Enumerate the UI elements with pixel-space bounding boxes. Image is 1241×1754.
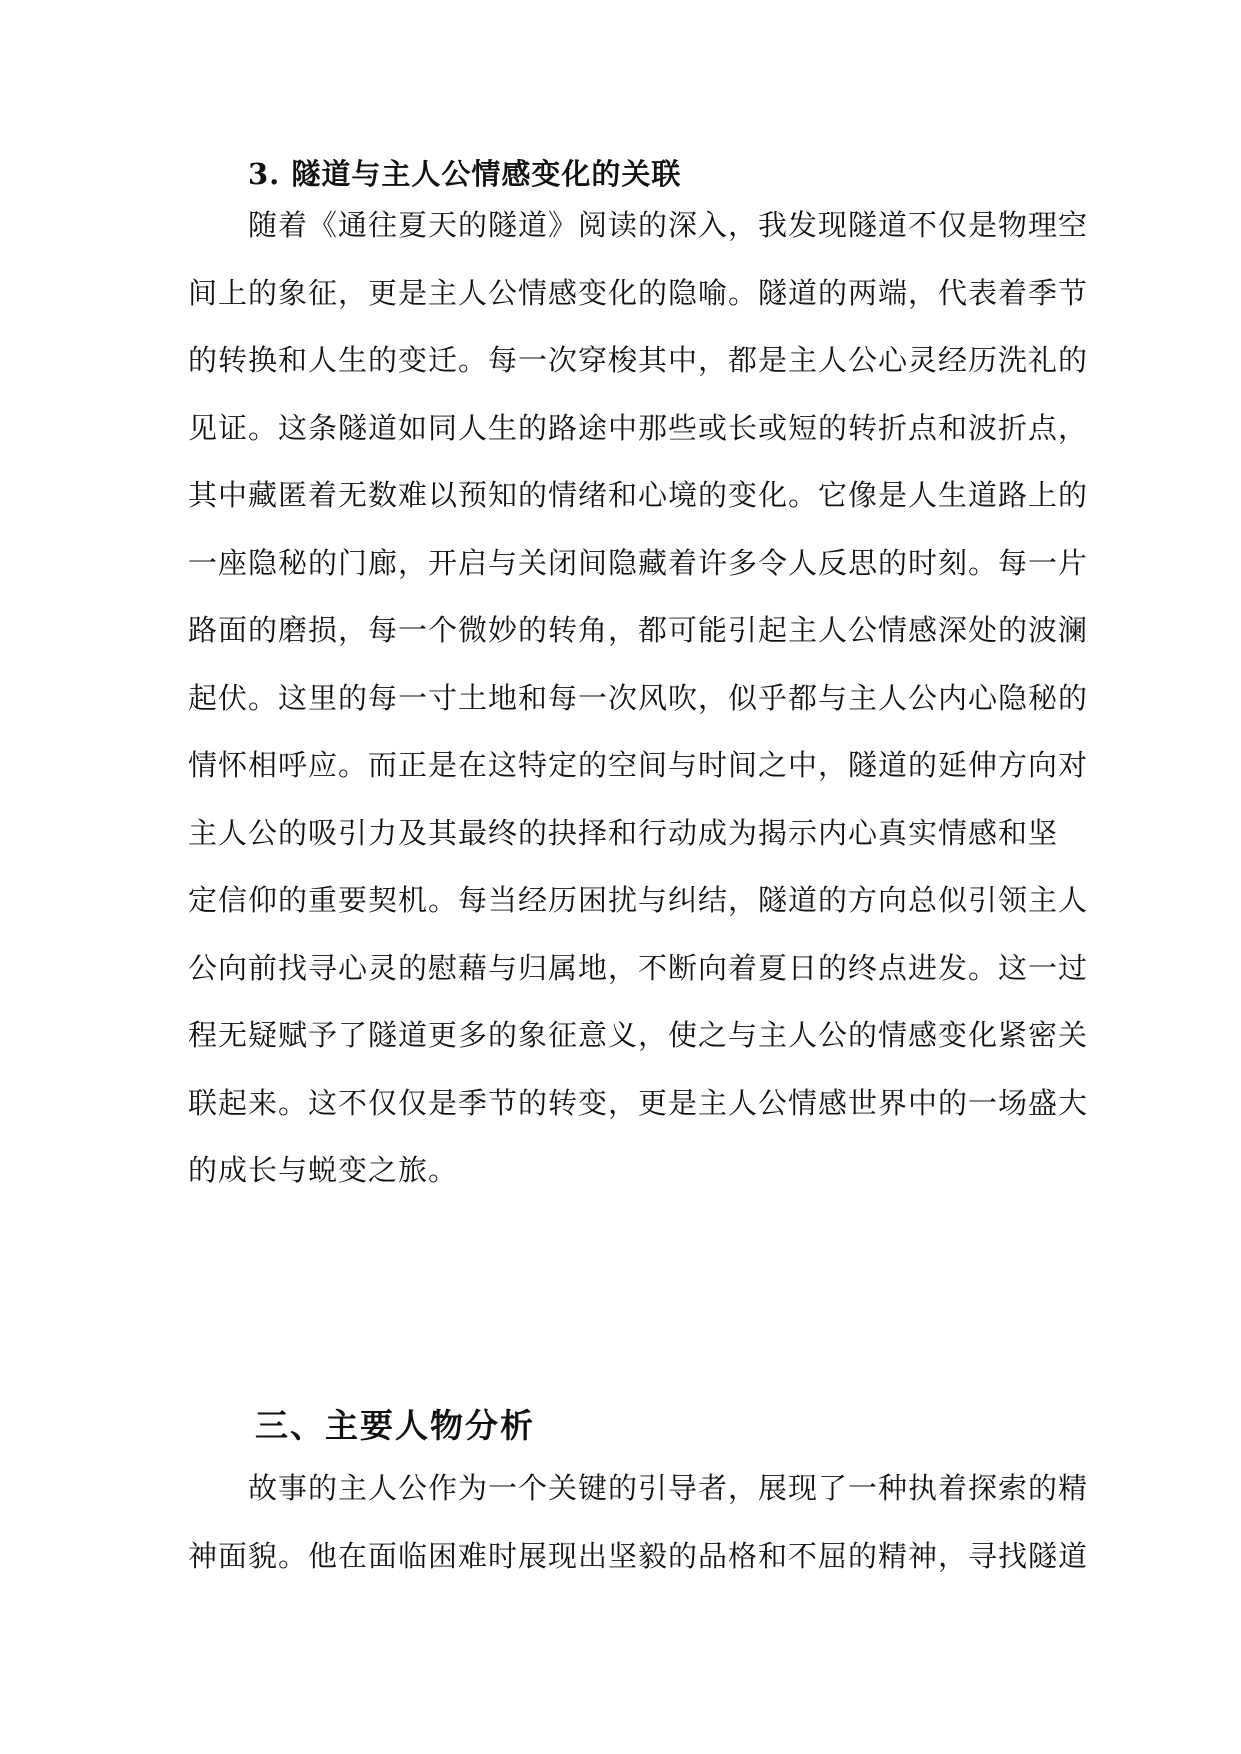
- paragraph-line: 其中藏匿着无数难以预知的情绪和心境的变化。它像是人生道路上的: [188, 478, 1089, 512]
- paragraph-line: 神面貌。他在面临困难时展现出坚毅的品格和不屈的精神，寻找隧道: [188, 1539, 1089, 1573]
- paragraph-line: 的转换和人生的变迁。每一次穿梭其中，都是主人公心灵经历洗礼的: [188, 343, 1089, 377]
- paragraph-line: 公向前找寻心灵的慰藉与归属地，不断向着夏日的终点进发。这一过: [188, 951, 1089, 985]
- subsection-title: 3. 隧道与主人公情感变化的关联: [248, 157, 682, 191]
- paragraph-line: 程无疑赋予了隧道更多的象征意义，使之与主人公的情感变化紧密关: [188, 1018, 1089, 1052]
- section-title: 三、主要人物分析: [255, 1406, 535, 1445]
- paragraph-line: 定信仰的重要契机。每当经历困扰与纠结，隧道的方向总似引领主人: [188, 883, 1089, 917]
- paragraph-line: 故事的主人公作为一个关键的引导者，展现了一种执着探索的精: [248, 1471, 1089, 1505]
- paragraph-line: 情怀相呼应。而正是在这特定的空间与时间之中，隧道的延伸方向对: [188, 748, 1089, 782]
- paragraph-line: 联起来。这不仅仅是季节的转变，更是主人公情感世界中的一场盛大: [188, 1086, 1089, 1120]
- paragraph-line: 间上的象征，更是主人公情感变化的隐喻。隧道的两端，代表着季节: [188, 276, 1089, 310]
- paragraph-line: 一座隐秘的门廊，开启与关闭间隐藏着许多令人反思的时刻。每一片: [188, 546, 1089, 580]
- paragraph-line: 起伏。这里的每一寸土地和每一次风吹，似乎都与主人公内心隐秘的: [188, 681, 1089, 715]
- paragraph-line: 的成长与蜕变之旅。: [188, 1153, 459, 1187]
- paragraph-line: 主人公的吸引力及其最终的抉择和行动成为揭示内心真实情感和坚: [188, 816, 1059, 850]
- paragraph-line: 路面的磨损，每一个微妙的转角，都可能引起主人公情感深处的波澜: [188, 613, 1089, 647]
- paragraph-line: 见证。这条隧道如同人生的路途中那些或长或短的转折点和波折点，: [188, 411, 1089, 445]
- paragraph-line: 随着《通往夏天的隧道》阅读的深入，我发现隧道不仅是物理空: [248, 208, 1089, 242]
